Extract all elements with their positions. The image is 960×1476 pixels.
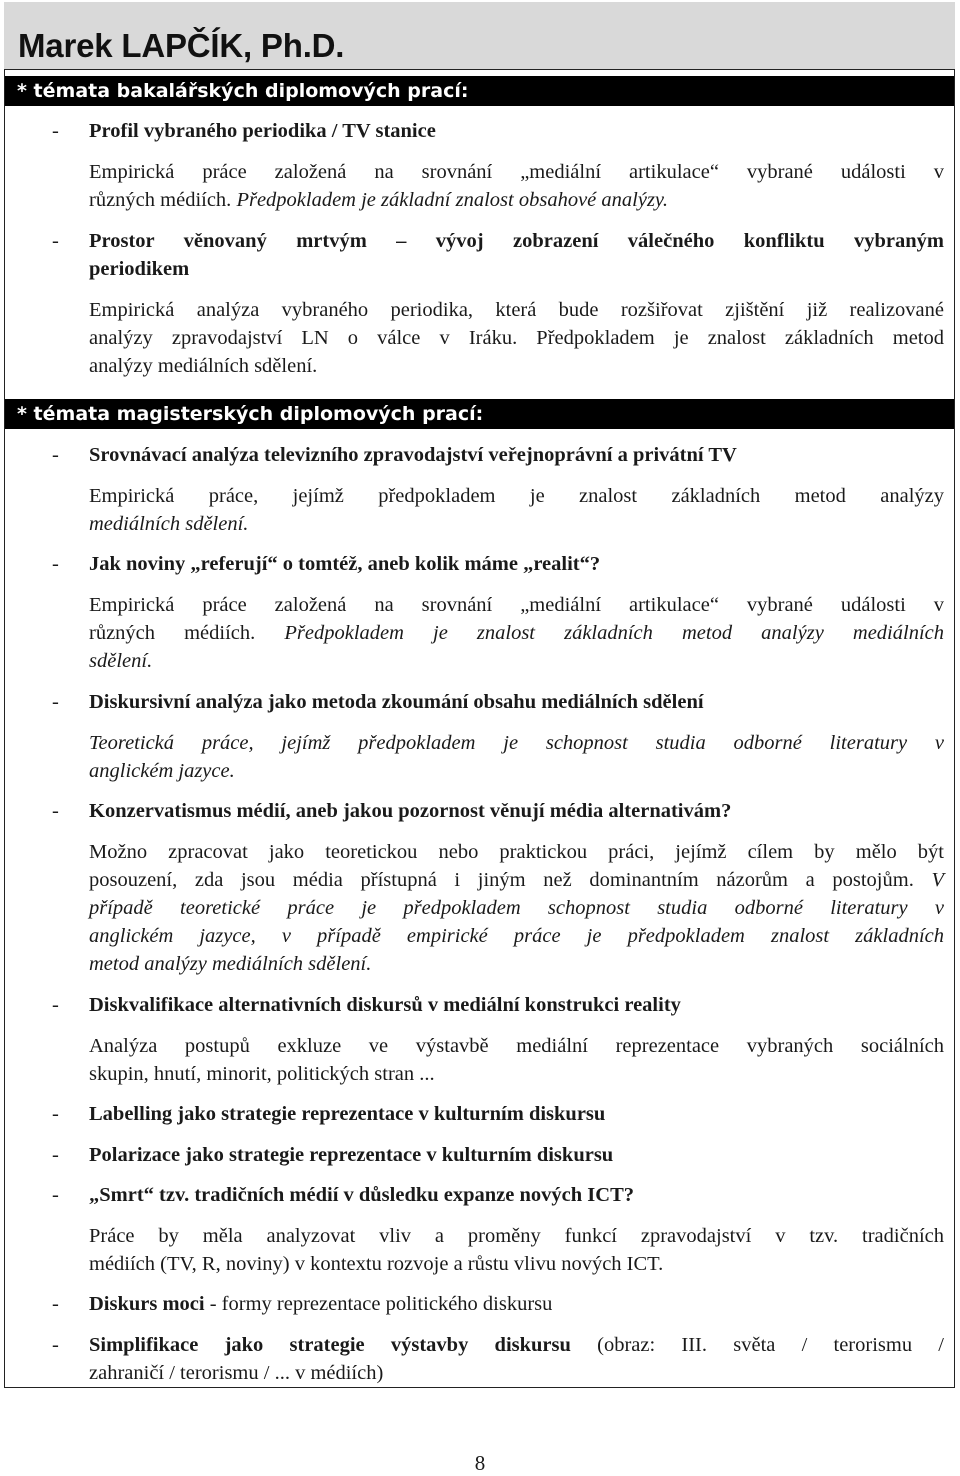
list-dash: - xyxy=(52,553,59,575)
topic-description: Práce by měla analyzovat vliv a proměny funkcí zpravodajství v tzv. tradičních médiích (TV, R, noviny) v kontextu rozvoje a růstu vlivu nových ICT. xyxy=(89,1225,944,1275)
list-dash: - xyxy=(52,1184,59,1206)
topic-title: „Smrt“ tzv. tradičních médií v důsledku expanze nových ICT? xyxy=(89,1184,634,1206)
topic-title: Prostor věnovaný mrtvým – vývoj zobrazení válečného konfliktu vybraným periodikem xyxy=(89,230,944,280)
topic-description: Empirická analýza vybraného periodika, která bude rozšiřovat zjištění již realizované analýzy zpravodajství LN o válce v Iráku. Předpokladem je znalost základních metod analýzy mediálních sdělení. xyxy=(89,299,944,377)
topic-title: Diskursivní analýza jako metoda zkoumání obsahu mediálních sdělení xyxy=(89,691,704,713)
topic-title: Simplifikace jako strategie výstavby diskursu xyxy=(89,1334,571,1356)
topic-description: Empirická práce založená na srovnání „mediální artikulace“ vybrané události v různých médiích. Předpokladem je znalost základních metod analýzy mediálních sdělení. xyxy=(89,594,944,672)
topic-subtitle: - formy reprezentace politického diskursu xyxy=(204,1293,553,1315)
section-bar-bachelor: * témata bakalářských diplomových prací: xyxy=(5,76,954,106)
list-dash: - xyxy=(52,1293,59,1315)
topic-title: Jak noviny „referují“ o tomtéž, aneb kolik máme „realit“? xyxy=(89,553,601,575)
list-dash: - xyxy=(52,800,59,822)
list-dash: - xyxy=(52,1103,59,1125)
topic-subtitle: (obraz: III. světa / terorismu / xyxy=(570,1334,944,1356)
topic-title: Konzervatismus médií, aneb jakou pozornost věnují média alternativám? xyxy=(89,800,732,822)
header-band xyxy=(4,2,955,70)
topic-subtitle-cont: zahraničí / terorismu / ... v médiích) xyxy=(89,1362,384,1384)
list-dash: - xyxy=(52,1144,59,1166)
list-dash: - xyxy=(52,994,59,1016)
list-dash: - xyxy=(52,230,59,252)
topic-title: Labelling jako strategie reprezentace v kulturním diskursu xyxy=(89,1103,606,1125)
list-dash: - xyxy=(52,691,59,713)
topic-title: Profil vybraného periodika / TV stanice xyxy=(89,120,436,142)
topic-description: Možno zpracovat jako teoretickou nebo praktickou práci, jejímž cílem by mělo být posouzení, zda jsou média přístupná i jiným než dominantním názorům a postojům. V případě teoretické práce je předpokladem schopnost studia odborné literatury v anglickém jazyce, v případě empirické práce je předpokladem znalost základních metod analýzy mediálních sdělení. xyxy=(89,841,944,975)
list-dash: - xyxy=(52,444,59,466)
topic-description: Empirická práce založená na srovnání „mediální artikulace“ vybrané události v různých médiích. Předpokladem je základní znalost obsahové analýzy. xyxy=(89,161,944,211)
list-dash: - xyxy=(52,120,59,142)
section-bar-master: * témata magisterských diplomových prací: xyxy=(5,399,954,429)
topic-description: Empirická práce, jejímž předpokladem je znalost základních metod analýzy mediálních sdělení. xyxy=(89,485,944,535)
topic-title: Diskvalifikace alternativních diskursů v mediální konstrukci reality xyxy=(89,994,681,1016)
topic-title: Diskurs moci xyxy=(89,1293,205,1315)
topic-title: Srovnávací analýza televizního zpravodajství veřejnoprávní a privátní TV xyxy=(89,444,737,466)
author-name: Marek LAPČÍK, Ph.D. xyxy=(18,27,345,64)
topic-title-line xyxy=(89,1290,944,1318)
page-number: 8 xyxy=(474,1451,486,1475)
topic-description: Teoretická práce, jejímž předpokladem je schopnost studia odborné literatury v anglickém jazyce. xyxy=(89,732,944,782)
list-dash: - xyxy=(52,1334,59,1356)
topic-description: Analýza postupů exkluze ve výstavbě mediální reprezentace vybraných sociálních skupin, hnutí, minorit, politických stran ... xyxy=(89,1035,944,1085)
topic-title-block xyxy=(89,1331,944,1387)
topic-title: Polarizace jako strategie reprezentace v kulturním diskursu xyxy=(89,1144,614,1166)
